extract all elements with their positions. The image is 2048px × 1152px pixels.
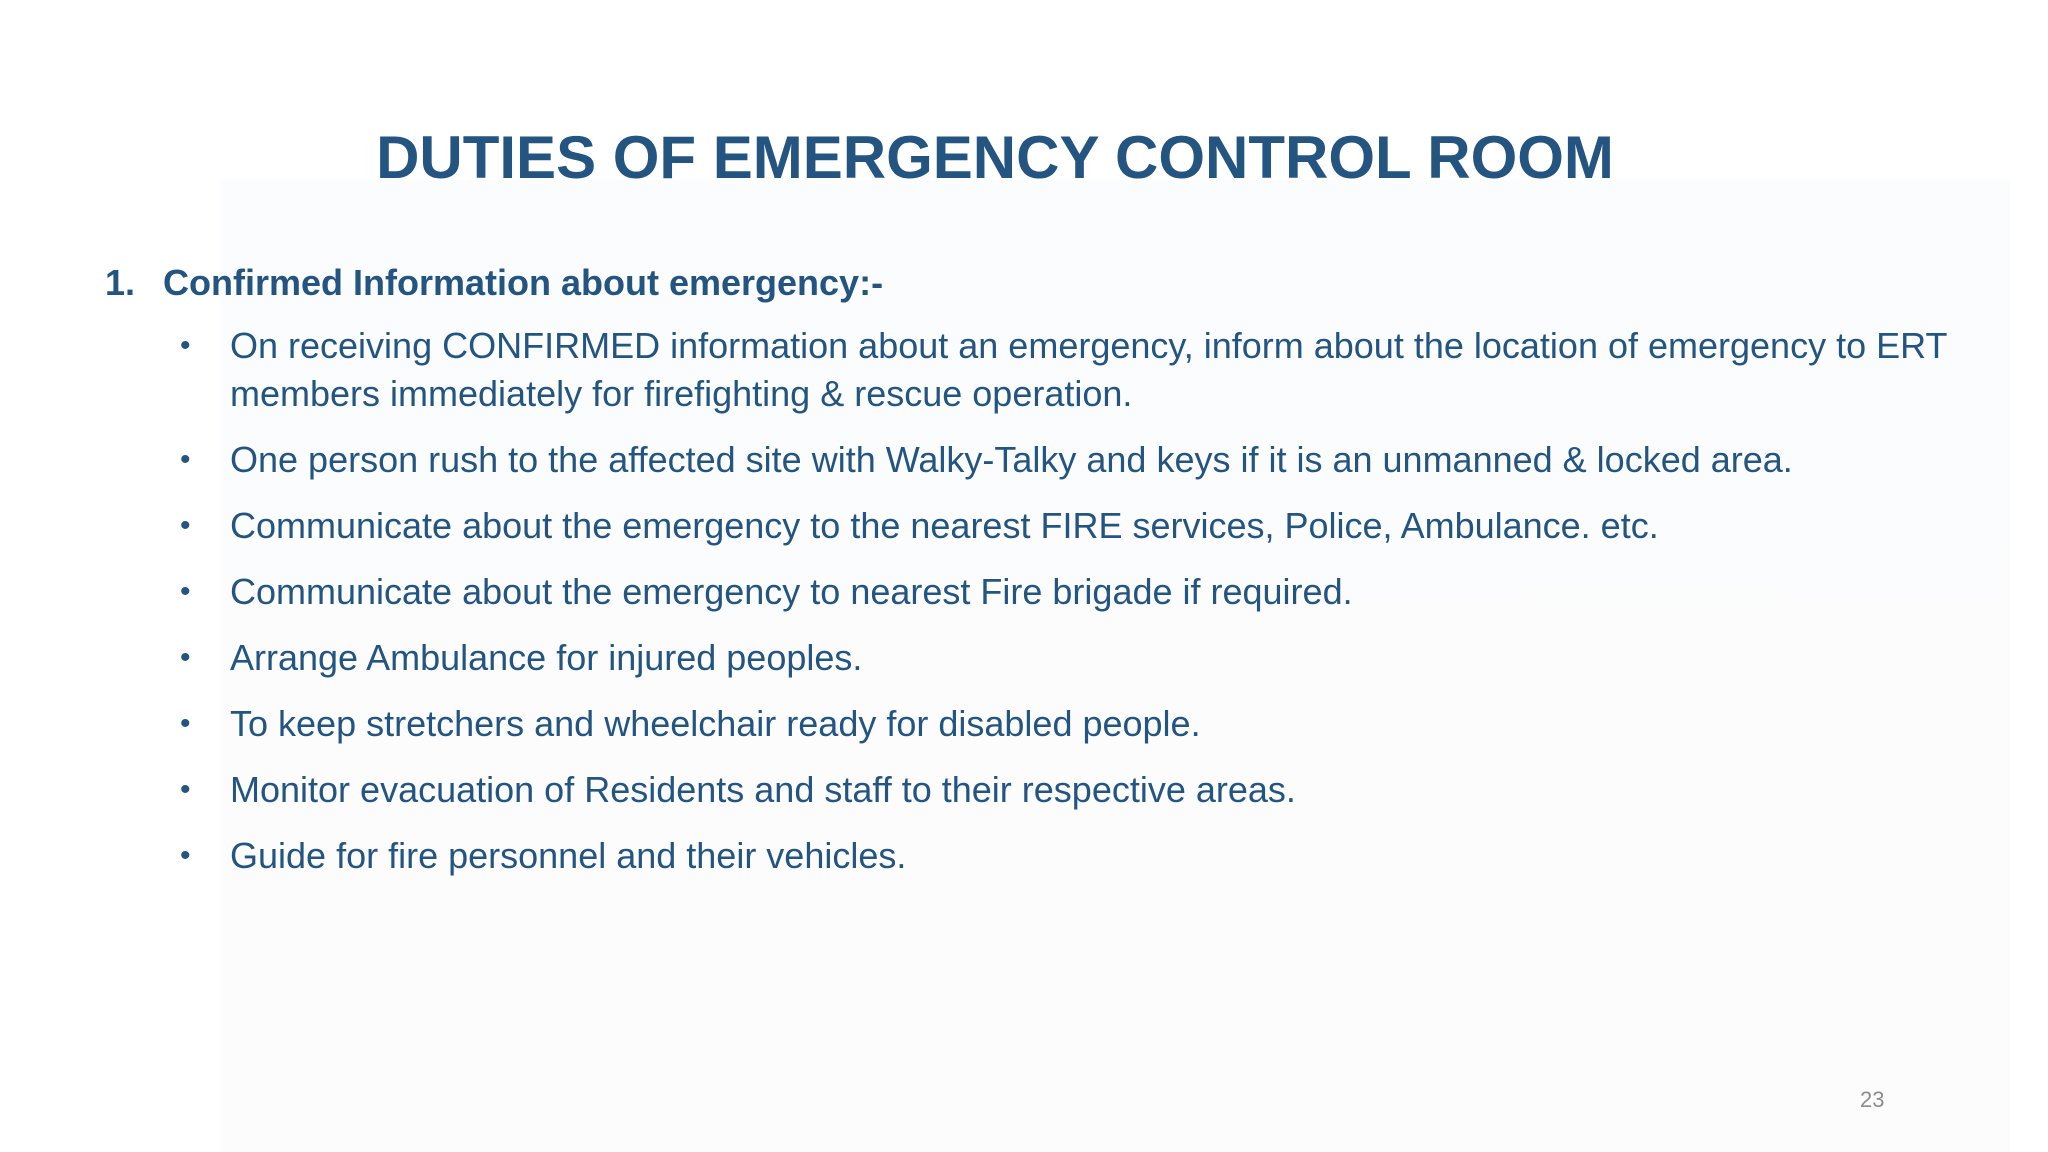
bullet-item <box>180 568 1970 616</box>
bullet-text: One person rush to the affected site with Walky-Talky and keys if it is an unmanned & locked area. <box>230 439 1793 480</box>
bullet-item <box>180 322 1970 418</box>
bullet-icon: • <box>180 443 191 476</box>
bullet-text: On receiving CONFIRMED information about an emergency, inform about the location of emergency to ERT members immediately for firefighting & rescue operation. <box>230 325 1947 414</box>
bullet-item <box>180 700 1970 748</box>
bullet-icon: • <box>180 641 191 674</box>
bullet-text: Monitor evacuation of Residents and staff to their respective areas. <box>230 769 1296 810</box>
bullet-icon: • <box>180 509 191 542</box>
bullet-text: Communicate about the emergency to nearest Fire brigade if required. <box>230 571 1353 612</box>
bullet-item <box>180 766 1970 814</box>
bullet-icon: • <box>180 773 191 806</box>
bullet-text: Guide for fire personnel and their vehicles. <box>230 835 907 876</box>
bullet-icon: • <box>180 575 191 608</box>
bullet-list <box>180 322 1970 898</box>
bullet-text: Communicate about the emergency to the nearest FIRE services, Police, Ambulance. etc. <box>230 505 1659 546</box>
bullet-item <box>180 832 1970 880</box>
slide-page-number: 23 <box>1860 1087 1885 1112</box>
bullet-icon: • <box>180 329 191 362</box>
bullet-item <box>180 436 1970 484</box>
bullet-text: Arrange Ambulance for injured peoples. <box>230 637 863 678</box>
bullet-icon: • <box>180 707 191 740</box>
bullet-item <box>180 634 1970 682</box>
bullet-icon: • <box>180 839 191 872</box>
section-number: 1. <box>105 262 136 303</box>
bullet-text: To keep stretchers and wheelchair ready for disabled people. <box>230 703 1201 744</box>
section-heading-text: Confirmed Information about emergency:- <box>163 262 884 303</box>
bullet-item <box>180 502 1970 550</box>
slide-title: DUTIES OF EMERGENCY CONTROL ROOM <box>376 124 1614 191</box>
section-heading <box>105 258 883 308</box>
